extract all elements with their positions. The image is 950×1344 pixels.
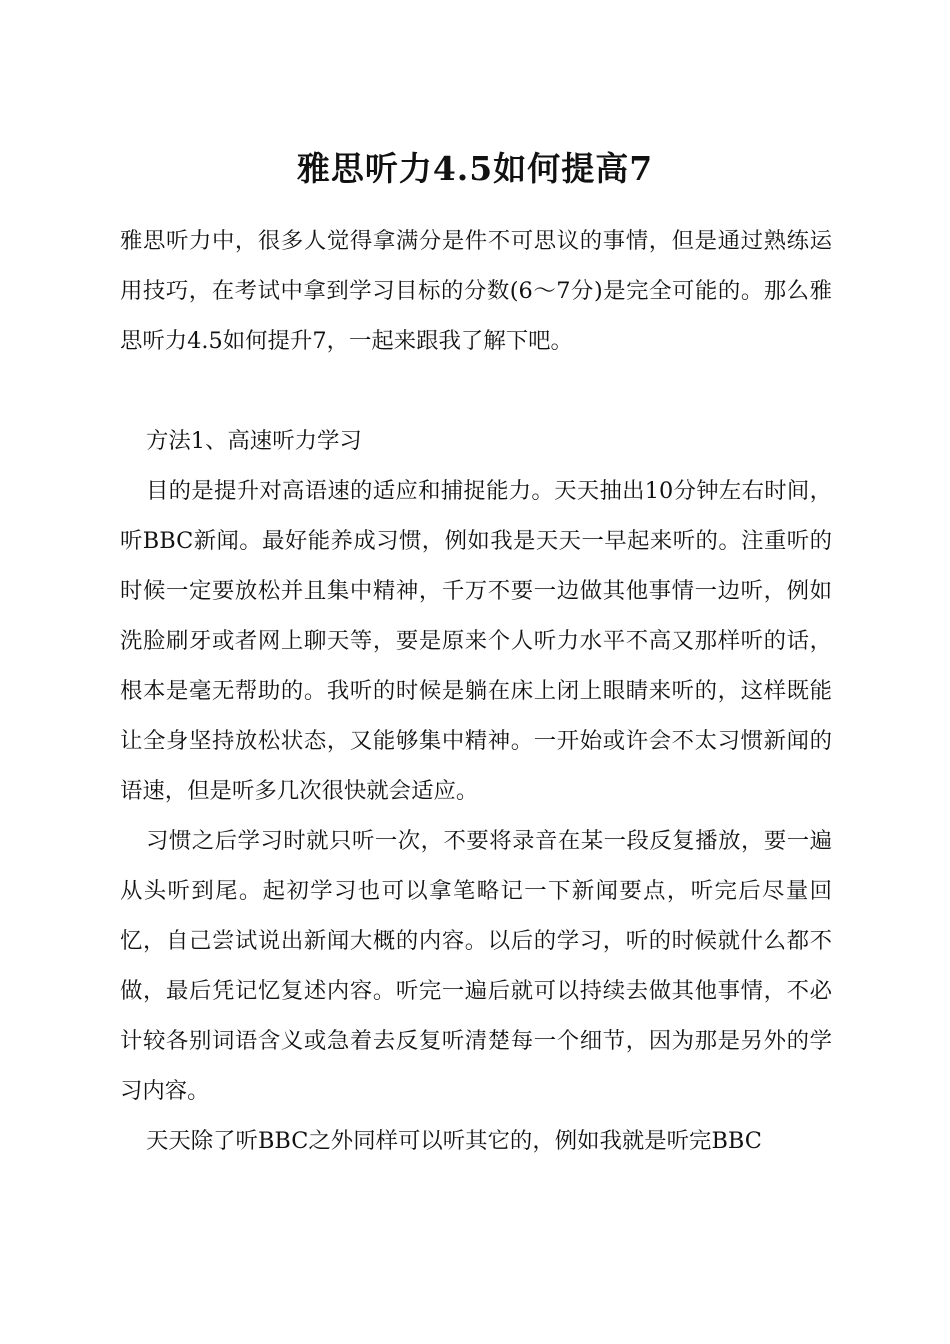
intro-paragraph: 雅思听力中，很多人觉得拿满分是件不可思议的事情，但是通过熟练运用技巧，在考试中拿到学习目标的分数(6～7分)是完全可能的。那么雅思听力4.5如何提升7，一起来跟我了解下吧。: [120, 228, 832, 354]
section-heading-method-1: 方法1、高速听力学习: [146, 428, 362, 454]
body-paragraph: 目的是提升对高语速的适应和捕捉能力。天天抽出10分钟左右时间，听BBC新闻。最好能养成习惯，例如我是天天一早起来听的。注重听的时候一定要放松并且集中精神，千万不要一边做其他事情一边听，例如洗脸刷牙或者网上聊天等，要是原来个人听力水平不高又那样听的话，根本是毫无帮助的。我听的时候是躺在床上闭上眼睛来听的，这样既能让全身坚持放松状态，又能够集中精神。一开始或许会不太习惯新闻的语速，但是听多几次很快就会适应。: [120, 478, 832, 804]
document-title: 雅思听力4.5如何提高7: [296, 149, 654, 188]
document-body: [120, 416, 832, 1166]
body-paragraph: 习惯之后学习时就只听一次，不要将录音在某一段反复播放，要一遍从头听到尾。起初学习也可以拿笔略记一下新闻要点，听完后尽量回忆，自己尝试说出新闻大概的内容。以后的学习，听的时候就什么都不做，最后凭记忆复述内容。听完一遍后就可以持续去做其他事情，不必计较各别词语含义或急着去反复听清楚每一个细节，因为那是另外的学习内容。: [120, 828, 832, 1104]
body-paragraph: 天天除了听BBC之外同样可以听其它的，例如我就是听完BBC: [146, 1128, 762, 1154]
